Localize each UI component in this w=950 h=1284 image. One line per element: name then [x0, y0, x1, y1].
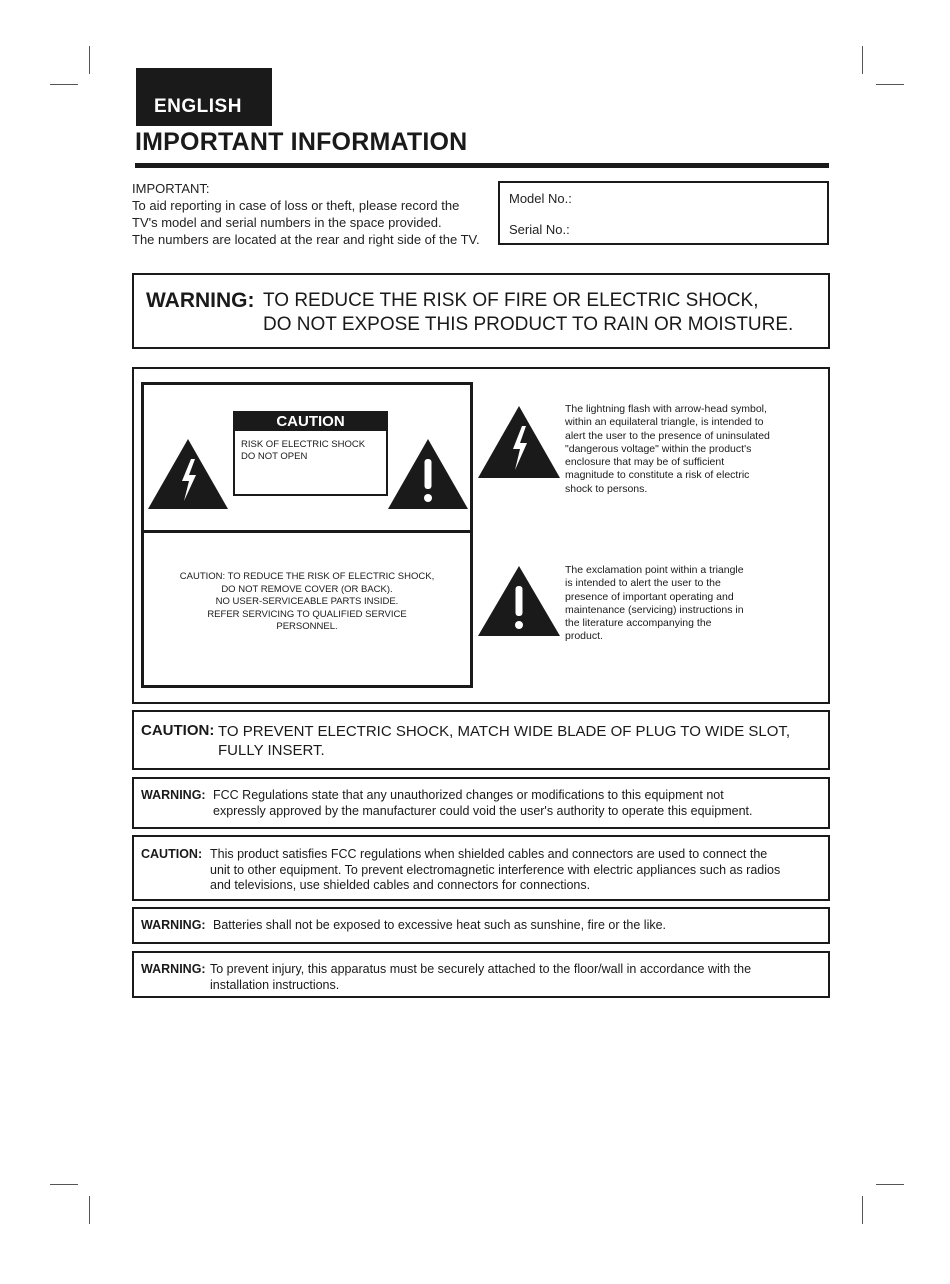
description-line: enclosure that may be of sufficient: [565, 456, 725, 469]
batteries-warning-notice: [132, 907, 830, 944]
description-line: magnitude to constitute a risk of electric: [565, 469, 750, 482]
important-line: TV's model and serial numbers in the space provided.: [132, 215, 442, 230]
notice-line: TO PREVENT ELECTRIC SHOCK, MATCH WIDE BLADE OF PLUG TO WIDE SLOT,: [218, 723, 791, 740]
description-line: alert the user to the presence of uninsulated: [565, 429, 770, 442]
exclamation-warning-icon: [388, 439, 468, 509]
page-title: IMPORTANT INFORMATION: [135, 128, 468, 156]
crop-mark-bottom-left-horizontal: [50, 1184, 78, 1185]
main-warning-line: TO REDUCE THE RISK OF FIRE OR ELECTRIC SHOCK,: [263, 290, 759, 311]
shielded-cables-caution-notice: [132, 835, 830, 901]
serial-number-label: Serial No.:: [509, 222, 570, 237]
crop-mark-bottom-right-horizontal: [876, 1184, 904, 1185]
mounting-warning-notice: [132, 951, 830, 998]
notice-label: WARNING:: [141, 962, 206, 976]
notice-label: WARNING:: [141, 918, 206, 932]
lightning-symbol-icon: [478, 406, 560, 478]
caution-label-header: CAUTION: [235, 413, 386, 431]
notice-line: unit to other equipment. To prevent electromagnetic interference with electric appliances such as radios: [210, 862, 781, 877]
important-line: The numbers are located at the rear and right side of the TV.: [132, 232, 480, 247]
crop-mark-top-left-horizontal: [50, 84, 78, 85]
description-line: presence of important operating and: [565, 590, 734, 603]
notice-line: FULLY INSERT.: [218, 742, 325, 759]
plug-caution-notice: [132, 710, 830, 770]
main-warning-line: DO NOT EXPOSE THIS PRODUCT TO RAIN OR MOISTURE.: [263, 314, 794, 335]
safety-symbols-box: [132, 367, 830, 704]
notice-line: This product satisfies FCC regulations when shielded cables and connectors are used to connect the: [210, 847, 768, 861]
description-line: the literature accompanying the: [565, 617, 712, 630]
lightning-symbol-description: [565, 403, 801, 496]
caution-label-line: RISK OF ELECTRIC SHOCK: [241, 439, 366, 450]
important-line: To aid reporting in case of loss or theft, please record the: [132, 198, 460, 213]
notice-text: [218, 722, 790, 760]
caution-text-line: DO NOT REMOVE COVER (OR BACK).: [221, 583, 393, 595]
caution-text-line: PERSONNEL.: [276, 621, 338, 632]
fcc-warning-notice: [132, 777, 830, 829]
important-note: [132, 180, 492, 248]
notice-text: [210, 962, 751, 993]
caution-text-panel: [141, 533, 473, 688]
crop-mark-top-right-horizontal: [876, 84, 904, 85]
main-warning-box: [132, 273, 830, 349]
description-line: product.: [565, 630, 603, 643]
notice-text: [213, 788, 753, 819]
caution-label: [233, 411, 388, 496]
notice-line: installation instructions.: [210, 977, 340, 992]
caution-text-line: NO USER-SERVICEABLE PARTS INSIDE.: [215, 596, 399, 607]
crop-mark-bottom-left-vertical: [89, 1196, 90, 1224]
crop-mark-top-right-vertical: [862, 46, 863, 74]
model-serial-record-box: [498, 181, 829, 245]
title-rule: [135, 163, 829, 168]
description-line: "dangerous voltage" within the product's: [565, 442, 752, 455]
notice-label: WARNING:: [141, 788, 206, 802]
description-line: shock to persons.: [565, 482, 648, 495]
crop-mark-top-left-vertical: [89, 46, 90, 74]
notice-line: To prevent injury, this apparatus must be securely attached to the floor/wall in accordance with the: [210, 962, 752, 976]
description-line: The lightning flash with arrow-head symbol,: [565, 403, 767, 415]
description-line: The exclamation point within a triangle: [565, 564, 744, 576]
notice-label: CAUTION:: [141, 722, 215, 739]
language-tab: ENGLISH: [136, 68, 272, 126]
notice-text: [213, 918, 666, 934]
caution-label-line: DO NOT OPEN: [241, 451, 308, 462]
lightning-warning-icon: [148, 439, 228, 509]
notice-line: Batteries shall not be exposed to excessive heat such as sunshine, fire or the like.: [213, 918, 667, 932]
caution-text-line: CAUTION: TO REDUCE THE RISK OF ELECTRIC SHOCK,: [179, 571, 435, 582]
caution-label-panel: [141, 382, 473, 533]
notice-text: [210, 847, 780, 894]
description-line: within an equilateral triangle, is intended to: [565, 416, 764, 429]
description-line: maintenance (servicing) instructions in: [565, 603, 744, 616]
exclamation-symbol-icon: [478, 566, 560, 636]
caution-text-line: REFER SERVICING TO QUALIFIED SERVICE: [207, 608, 407, 620]
notice-line: expressly approved by the manufacturer could void the user's authority to operate this equipment.: [213, 803, 753, 818]
important-heading: IMPORTANT:: [132, 181, 210, 196]
exclamation-symbol-description: [565, 564, 801, 644]
main-warning-label: WARNING:: [146, 289, 255, 312]
description-line: is intended to alert the user to the: [565, 577, 721, 590]
notice-line: and televisions, use shielded cables and connectors for connections.: [210, 878, 591, 892]
notice-label: CAUTION:: [141, 847, 203, 861]
crop-mark-bottom-right-vertical: [862, 1196, 863, 1224]
notice-line: FCC Regulations state that any unauthorized changes or modifications to this equipment not: [213, 788, 724, 802]
model-number-label: Model No.:: [509, 191, 572, 206]
